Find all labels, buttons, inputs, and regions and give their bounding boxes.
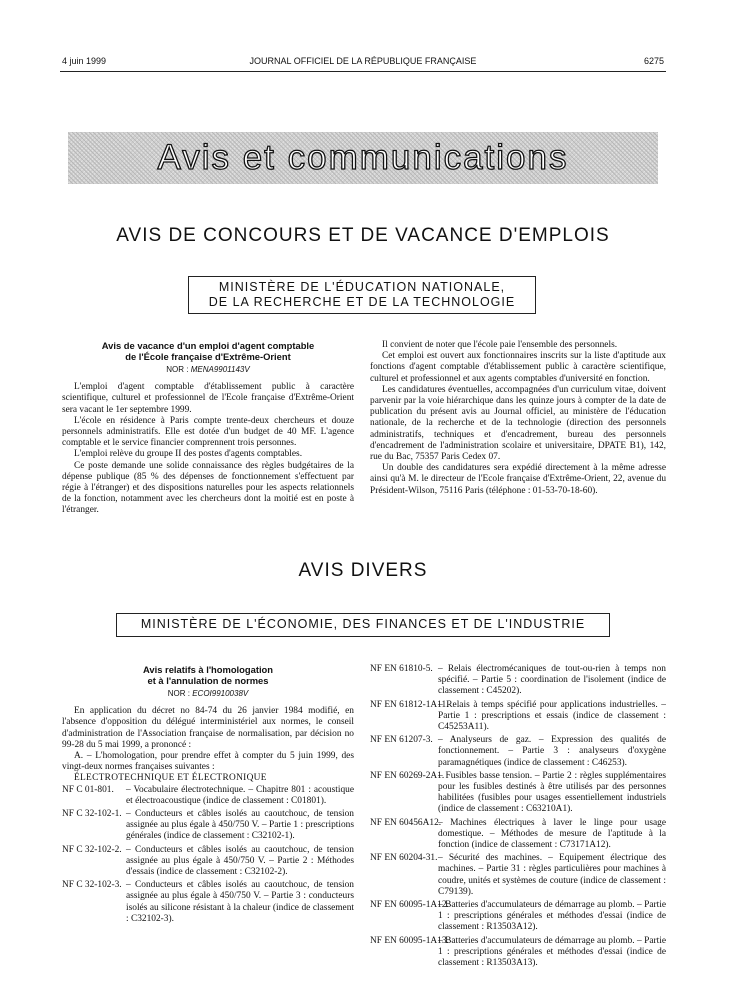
paragraph: Ce poste demande une solide connaissance des règles budgétaires de la dépense publique (85 % des dépenses de fonctionnement s'effectuent par régie à l'étranger) et des dispositions naturelles pour les aspects relationnels de la fonction, notamment avec les chercheurs dont la moitié est en poste à l'étranger. xyxy=(62,460,354,516)
standard-entry xyxy=(62,785,354,807)
standard-code: NF EN 61207-3. xyxy=(370,735,433,746)
standard-code: NF EN 60269-2A1. xyxy=(370,770,445,781)
paragraph: Cet emploi est ouvert aux fonctionnaires inscrits sur la liste d'aptitude aux fonctions d'agent comptable d'établissement public à caractère scientifique, culturel et professionnel et aux agents comptables d'université en fonction. xyxy=(370,351,666,384)
section-banner xyxy=(68,132,658,184)
concours-left-column xyxy=(62,340,354,517)
standard-description: – Batteries d'accumulateurs de démarrage au plomb. – Partie 1 : prescriptions générales et méthodes d'essai (indice de classement : R13503A12). xyxy=(438,900,666,933)
notice-title-line-1: Avis de vacance d'un emploi d'agent comptable xyxy=(101,340,315,351)
ministry-box-economie xyxy=(116,613,610,637)
nor-code: ECOI9910038V xyxy=(192,689,249,698)
concours-right-column xyxy=(370,340,666,497)
standard-description: – Conducteurs et câbles isolés au caoutchouc, de tension assignée au plus égale à 450/750 V. – Partie 2 : Méthodes d'essais (indice de classement : C32102-2). xyxy=(126,844,354,878)
paragraph: En application du décret no 84-74 du 26 janvier 1984 modifié, en l'absence d'opposition du délégué interministériel aux normes, le conseil d'administration de l'Association française de normalisation, par décision no 99-28 du 5 mai 1999, a prononcé : xyxy=(62,706,354,750)
nor-reference xyxy=(62,688,354,699)
paragraph: Un double des candidatures sera expédié directement à la même adresse ainsi qu'à M. le directeur de l'Ecole française d'Extrême-Orient, 22, avenue du Président-Wilson, 75116 Paris (téléphone : 01-53-70-18-60). xyxy=(370,463,666,496)
nor-label: NOR : xyxy=(167,689,193,698)
standard-entry xyxy=(370,853,666,898)
paragraph: Il convient de noter que l'école paie l'ensemble des personnels. xyxy=(382,340,618,350)
standard-entry xyxy=(370,818,666,852)
standard-entry xyxy=(62,809,354,843)
standard-code: NF EN 60456A12. xyxy=(370,817,442,828)
standard-description: – Conducteurs et câbles isolés au caoutchouc, de tension assignée au plus égale à 450/750 V. – Partie 1 : prescriptions générales (indice de classement : C32102-1). xyxy=(126,809,354,842)
standard-description: – Fusibles basse tension. – Partie 2 : règles supplémentaires pour les fusibles destinés à être utilisés par des personnes habilitées (fusibles pour usages essentiellement industriels (indice de classement : C63210A1). xyxy=(438,770,666,815)
standard-description: – Machines électriques à laver le linge pour usage domestique. – Méthodes de mesure de l'aptitude à la fonction (indice de classement : C73171A12). xyxy=(438,817,666,851)
ministry-name: MINISTÈRE DE L'ÉCONOMIE, DES FINANCES ET DE L'INDUSTRIE xyxy=(140,617,586,631)
header-journal: JOURNAL OFFICIEL DE LA RÉPUBLIQUE FRANÇAISE xyxy=(249,56,477,66)
standard-code: NF C 32-102-2. xyxy=(62,844,122,855)
standard-code: NF EN 60095-1A13. xyxy=(370,935,449,946)
standard-code: NF C 32-102-1. xyxy=(62,809,122,820)
header-page-number: 6275 xyxy=(643,56,664,66)
subsection-heading: ÉLECTROTECHNIQUE ET ÉLECTRONIQUE xyxy=(74,773,267,784)
nor-code: MENA9901143V xyxy=(190,365,250,374)
running-header xyxy=(62,56,664,70)
divers-left-column xyxy=(62,664,354,927)
standard-entry xyxy=(370,735,666,769)
notice-title-line-1: Avis relatifs à l'homologation xyxy=(142,664,274,675)
standard-description: – Relais électromécaniques de tout-ou-rien à temps non spécifié. – Partie 5 : coordination de l'isolement (indice de classement : C45202). xyxy=(438,664,666,697)
standard-entry xyxy=(62,845,354,879)
standard-entry xyxy=(370,771,666,816)
paragraph: A. – L'homologation, pour prendre effet à compter du 5 juin 1999, des vingt-deux normes françaises suivantes : xyxy=(62,751,354,773)
standard-code: NF EN 60204-31. xyxy=(370,853,438,864)
standard-entry xyxy=(62,880,354,925)
banner-title: Avis et communications xyxy=(157,138,569,177)
standard-description: – Vocabulaire électrotechnique. – Chapitre 801 : acoustique et électroacoustique (indice de classement : C01801). xyxy=(126,784,354,806)
standard-entry xyxy=(370,700,666,734)
standard-code: NF EN 61810-5. xyxy=(370,664,433,674)
standard-description: – Relais à temps spécifié pour applications industrielles. – Partie 1 : prescriptions et essais (indice de classement : C45253A11). xyxy=(438,699,666,733)
standard-code: NF EN 60095-1A12. xyxy=(370,900,449,911)
header-date: 4 juin 1999 xyxy=(62,56,107,66)
standard-code: NF EN 61812-1A11. xyxy=(370,699,449,710)
standard-code: NF C 01-801. xyxy=(62,784,114,795)
notice-title-line-2: et à l'annulation de normes xyxy=(147,675,269,686)
standard-description: – Batteries d'accumulateurs de démarrage au plomb. – Partie 1 : prescriptions générales et méthodes d'essai (indice de classement : R13503A13). xyxy=(438,935,666,969)
standard-entry xyxy=(370,664,666,698)
notice-title xyxy=(62,340,354,362)
notice-title xyxy=(62,664,354,686)
standard-description: – Conducteurs et câbles isolés au caoutchouc, de tension assignée au plus égale à 450/750 V. – Partie 3 : conducteurs isolés au silicone résistant à la chaleur (indice de classement : C32102-3). xyxy=(126,880,354,924)
section-heading-concours: AVIS DE CONCOURS ET DE VACANCE D'EMPLOIS xyxy=(116,225,610,246)
standard-code: NF C 32-102-3. xyxy=(62,880,122,891)
divers-right-column xyxy=(370,664,666,971)
ministry-line-1: MINISTÈRE DE L'ÉDUCATION NATIONALE, xyxy=(218,280,506,294)
standard-entry xyxy=(370,900,666,934)
paragraph: L'emploi d'agent comptable d'établissement public à caractère scientifique, culturel et professionnel de l'Ecole française d'Extrême-Orient sera vacant le 1er septembre 1999. xyxy=(62,382,354,415)
paragraph: L'emploi relève du groupe II des postes d'agents comptables. xyxy=(74,449,303,460)
paragraph: L'école en résidence à Paris compte trente-deux chercheurs et douze personnels administratifs. Elle est dotée d'un budget de 40 MF. L'agence comptable et le service financier comprennent trois personnes. xyxy=(62,415,354,449)
ministry-line-2: DE LA RECHERCHE ET DE LA TECHNOLOGIE xyxy=(208,295,516,309)
standard-entry xyxy=(370,936,666,970)
notice-title-line-2: de l'École française d'Extrême-Orient xyxy=(125,351,291,362)
paragraph: Les candidatures éventuelles, accompagnées d'un curriculum vitae, doivent parvenir par la voie hiérarchique dans les quinze jours à compter de la date de publication du présent avis au Journal officiel, au ministère de l'éducation nationale, de la recherche et de la technologie (direction des personnels administratifs, techniques et d'encadrement, bureau des personnels d'encadrement de l'administration scolaire et universitaire, DPATE B1), 142, rue du Bac, 75357 Paris Cedex 07. xyxy=(370,384,666,463)
standard-description: – Analyseurs de gaz. – Expression des qualités de fonctionnement. – Partie 3 : analyseurs d'oxygène paramagnétiques (indice de classement : C46253). xyxy=(438,735,666,768)
nor-reference xyxy=(62,364,354,375)
nor-label: NOR : xyxy=(166,365,191,374)
ministry-box-education xyxy=(188,276,536,314)
standard-description: – Sécurité des machines. – Equipement électrique des machines. – Partie 31 : règles particulières pour machines à coudre, unités et systèmes de couture (indice de classement : C79139). xyxy=(438,853,666,897)
section-heading-avis-divers: AVIS DIVERS xyxy=(298,560,428,581)
header-rule xyxy=(60,71,666,72)
